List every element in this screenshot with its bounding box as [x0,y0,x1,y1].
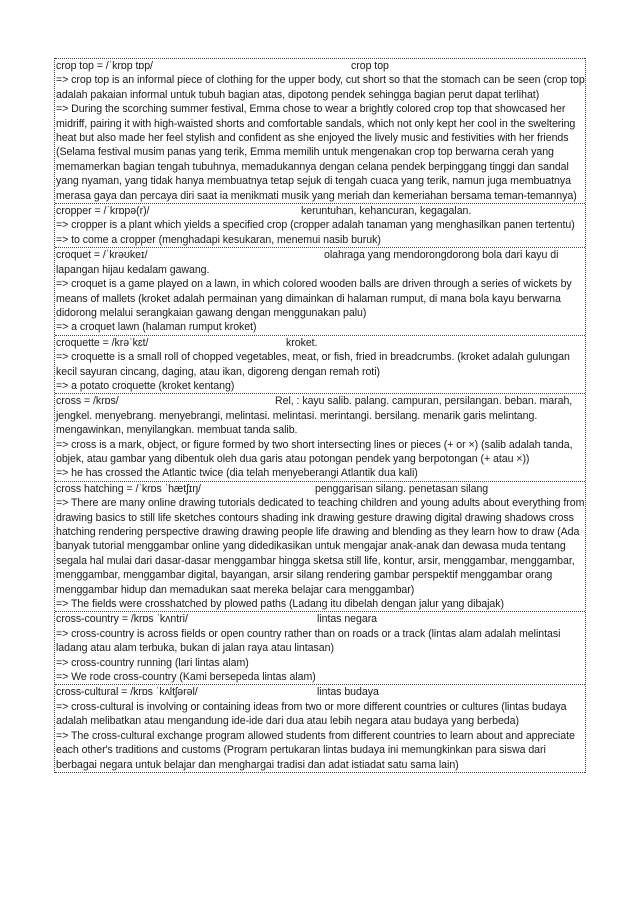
example-line: => We rode cross-country (Kami bersepeda lintas alam) [56,671,316,684]
headword: cropper = /ˈkrɒpə(r)/ [56,205,150,218]
definition-line: => croquet is a game played on a lawn, in which colored wooden balls are driven through a series of wickets by means of mallets (kroket adalah permainan yang dimainkan di halaman rumput, di mana bola kayu berwarna didorong melalui serangkaian gawang dengan menggunakan palu) [56,278,572,319]
translation: lintas negara [317,613,378,626]
entry-croquet [55,247,585,334]
entry-header [55,336,585,350]
entry-cross-hatching [55,481,585,612]
entry-header [55,59,585,73]
definition-line: => crop top is an informal piece of clothing for the upper body, cut short so that the stomach can be seen (crop top adalah pakaian informal untuk tubuh bagian atas, dipotong pendek sehingga bagian perut dapat terlihat) [56,74,585,101]
entry-header [55,612,585,626]
translation: Rel, : kayu salib. palang. campuran, persilangan. beban. marah, jengkel. menyebrang. menyebrangi, melintasi. melintasi. merintangi. bersilang. menarik garis melintang. mengawinkan, menyilangkan. membuat tanda salib. [56,395,573,437]
entry-header [55,204,585,218]
entry-header [55,685,585,699]
definition-line: => cross-cultural is involving or containing ideas from two or more different countries or cultures (lintas budaya adalah melibatkan atau mengandung ide-ide dari dua atau lebih negara atau budaya yang berbeda) [56,700,567,728]
entry-header [55,482,585,496]
headword: cross-cultural = /krɒs ˈkʌltʃərəl/ [56,686,198,699]
definition-line: => There are many online drawing tutorials dedicated to teaching children and young adults about everything from drawing basics to still life sketches contours shading ink drawing gesture drawing digital drawing shadows cross hatching rendering perspective drawing drawing people life drawing and blending as they learn how to draw (Ada banyak tutorial menggambar online yang didedikasikan untuk mengajar anak-anak dan dewasa muda tentang segala hal mulai dari dasar-dasar menggambar hingga sketsa still life, kontur, arsir, menggambar, menggambar, menggambar, menggambar digital, bayangan, arsir silang rendering gambar perspektif menggambar orang menggambar hidup dan memadukan saat mereka belajar cara menggambar) [56,497,585,596]
translation: penggarisan silang. penetasan silang [315,482,489,495]
entry-header [55,394,585,437]
entry-cross-country [55,611,585,684]
entry-croquette [55,335,585,394]
translation: crop top [351,60,389,72]
entry-header [55,248,585,277]
example-line: => to come a cropper (menghadapi kesukaran, menemui nasib buruk) [56,233,381,246]
translation: lintas budaya [317,686,379,699]
translation: kroket. [286,336,318,349]
example-line: => During the scorching summer festival, Emma chose to wear a brightly colored crop top that showcased her midriff, pairing it with high-waisted shorts and comfortable sandals, which not only kept her cool in the sweltering heat but also made her feel stylish and confident as she enjoyed the lively music and festivities with her friends (Selama festival musim panas yang terik, Emma memilih untuk mengenakan crop top berwarna cerah yang memamerkan bagian tengah tubuhnya, memadukannya dengan celana pendek berpinggang tinggi dan sandal yang nyaman, yang tidak hanya membuatnya tetap sejuk di tengah cuaca yang terik, namun juga membuatnya merasa gaya dan percaya diri saat ia menikmati musik yang meriah dan kemeriahan bersama teman-temannya) [56,103,577,202]
example-line: => cross-country running (lari lintas alam) [56,656,249,669]
dictionary-document [54,58,586,773]
example-line: => The fields were crosshatched by plowed paths (Ladang itu dibelah dengan jalur yang dibajak) [56,598,504,611]
entry-crop-top [55,58,585,203]
headword: cross = /krɒs/ [56,395,119,408]
translation: keruntuhan, kehancuran, kegagalan. [301,205,472,218]
definition-line: => cross-country is across fields or open country rather than on roads or a track (lintas alam adalah melintasi ladang atau alam terbuka, bukan di jalan raya atau lintasan) [56,627,561,655]
definition-line: => cross is a mark, object, or figure formed by two short intersecting lines or pieces (+ or ×) (salib adalah tanda, objek, atau gambar yang dibentuk oleh dua garis atau potongan pendek yang berpotongan (+ atau ×)) [56,438,573,465]
example-line: => he has crossed the Atlantic twice (dia telah menyeberangi Atlantik dua kali) [56,467,418,480]
headword: crop top = /ˈkrɒp tɒp/ [56,60,153,72]
headword: croquette = /krəˈkɛt/ [56,336,149,349]
entry-cross [55,393,585,480]
entry-cross-cultural [55,684,585,772]
example-line: => a croquet lawn (halaman rumput kroket) [56,321,257,334]
definition-line: => cropper is a plant which yields a specified crop (cropper adalah tanaman yang menghasilkan panen tertentu) [56,219,575,232]
definition-line: => croquette is a small roll of chopped vegetables, meat, or fish, fried in breadcrumbs. (kroket adalah gulungan kecil sayuran cincang, daging, atau ikan, digoreng dengan remah roti) [56,351,570,378]
example-line: => The cross-cultural exchange program allowed students from different countries to learn about and appreciate each other's traditions and customs (Program pertukaran lintas budaya ini memungkinkan para siswa dari berbagai negara untuk belajar dan menghargai tradisi dan adat istiadat satu sama lain) [56,729,575,771]
example-line: => a potato croquette (kroket kentang) [56,379,235,392]
headword: cross-country = /krɒs ˈkʌntri/ [56,613,188,626]
headword: cross hatching = /ˈkrɒs ˈhætʃɪŋ/ [56,482,201,495]
entry-cropper [55,203,585,247]
translation: olahraga yang mendorongdorong bola dari kayu di lapangan hijau kedalam gawang. [56,249,559,276]
headword: croquet = /ˈkrəʊkeɪ/ [56,249,148,262]
